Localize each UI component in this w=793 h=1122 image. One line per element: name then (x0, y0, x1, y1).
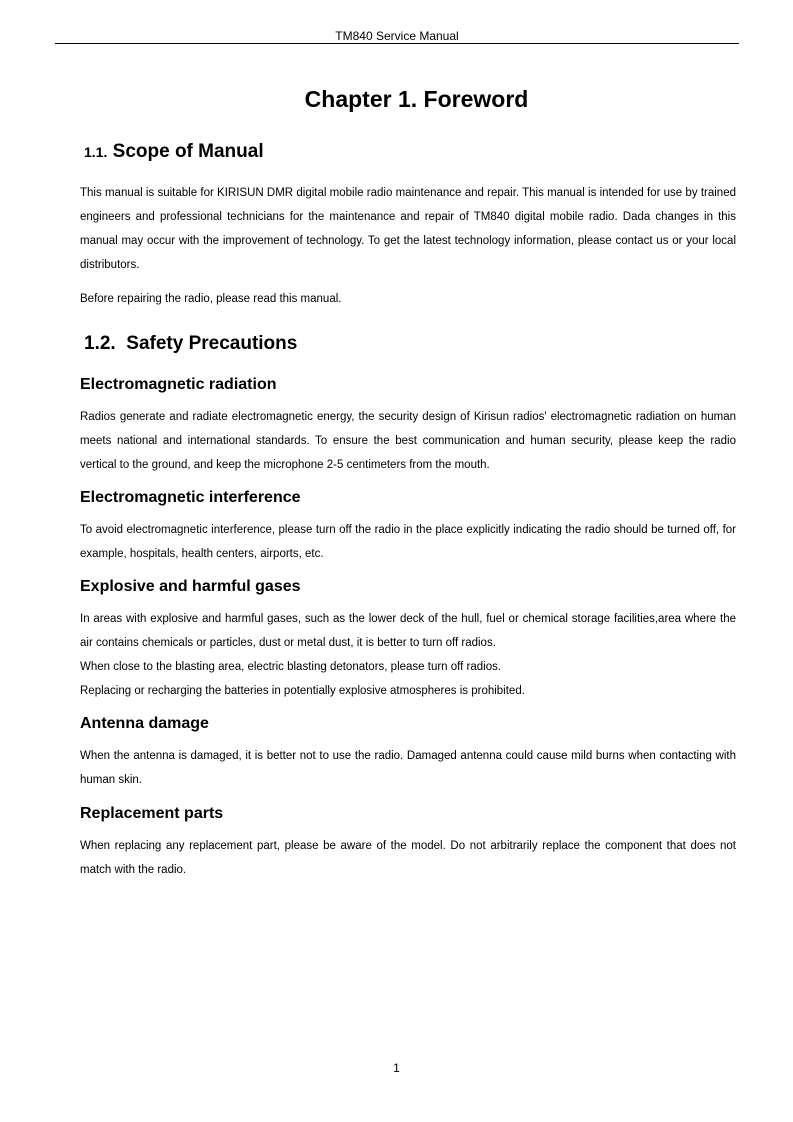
em-radiation-paragraph: Radios generate and radiate electromagnetic energy, the security design of Kirisun radios' electromagnetic radiation on human meets national and international standards. To ensure the best communication and human security, please keep the radio vertical to the ground, and keep the microphone 2-5 centimeters from the mouth. (80, 411, 736, 471)
subheading-antenna: Antenna damage (80, 715, 209, 732)
replacement-paragraph: When replacing any replacement part, please be aware of the model. Do not arbitrarily replace the component that does not match with the radio. (80, 840, 736, 876)
em-interference-paragraph: To avoid electromagnetic interference, please turn off the radio in the place explicitly indicating the radio should be turned off, for example, hospitals, health centers, airports, etc. (80, 524, 736, 560)
antenna-paragraph: When the antenna is damaged, it is better not to use the radio. Damaged antenna could cause mild burns when contacting with human skin. (80, 750, 736, 786)
page-number: 1 (393, 1061, 400, 1075)
explosive-paragraph (80, 607, 736, 703)
section-heading-safety (84, 332, 297, 356)
explosive-text-detonators: When close to the blasting area, electric blasting detonators, please turn off radios. (80, 661, 502, 673)
section-heading-scope (84, 140, 264, 164)
explosive-text: In areas with explosive and harmful gases, such as the lower deck of the hull, fuel or chemical storage facilities,area where the air contains chemicals or particles, dust or metal dust, it is better to turn off radios. (80, 613, 736, 649)
section-title: Scope of Manual (112, 141, 264, 162)
subheading-explosive: Explosive and harmful gases (80, 578, 301, 595)
section-title: Safety Precautions (126, 333, 298, 354)
scope-paragraph: This manual is suitable for KIRISUN DMR digital mobile radio maintenance and repair. This manual is intended for use by trained engineers and professional technicians for the maintenance and repair of TM840 digital mobile radio. Dada changes in this manual may occur with the improvement of technology. To get the latest technology information, please contact us or your local distributors. (80, 187, 736, 271)
explosive-text-batteries: Replacing or recharging the batteries in potentially explosive atmospheres is prohibited. (80, 685, 525, 697)
chapter-title: Chapter 1. Foreword (304, 86, 529, 112)
subheading-replacement: Replacement parts (80, 805, 224, 822)
section-number: 1.2. (84, 333, 116, 354)
header-divider (55, 43, 739, 44)
section-number: 1.1. (84, 144, 108, 160)
subheading-em-radiation: Electromagnetic radiation (80, 376, 277, 393)
subheading-em-interference: Electromagnetic interference (80, 489, 301, 506)
scope-note: Before repairing the radio, please read this manual. (80, 293, 342, 305)
page-header: TM840 Service Manual (335, 29, 459, 43)
